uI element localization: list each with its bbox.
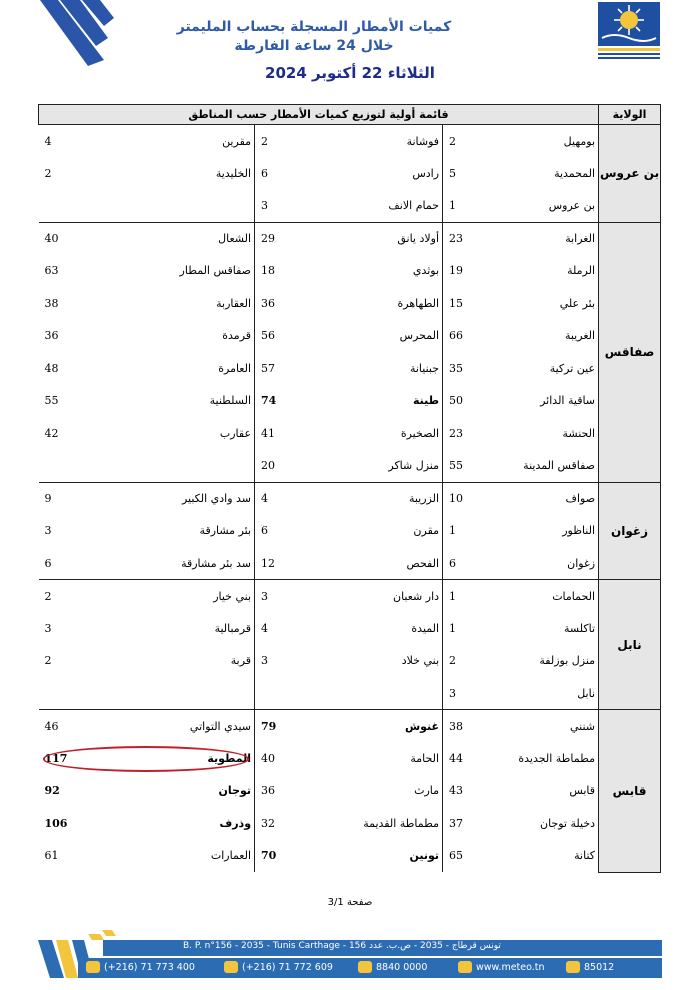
station-name: المحرس bbox=[399, 329, 440, 343]
list-column-header: قائمة أولية لتوزيع كميات الأمطار حسب المناطق bbox=[39, 105, 599, 125]
station-name: قرمدة bbox=[222, 329, 252, 343]
station-name: مطماطة الجديدة bbox=[518, 751, 596, 765]
station-name: الميدة bbox=[411, 621, 440, 635]
station-name: الشعال bbox=[111, 222, 255, 255]
rainfall-value: 61 bbox=[44, 849, 59, 863]
footer-address: B. P. n°156 - 2035 - Tunis Carthage - تونس قرطاج - 2035 - ص.ب. عدد 156 bbox=[183, 941, 501, 951]
rainfall-value: 10 bbox=[443, 482, 487, 515]
station-name: سد وادي الكبير bbox=[111, 482, 255, 515]
station-name: قابس bbox=[569, 784, 596, 798]
station-name: عقارب bbox=[219, 426, 252, 440]
rainfall-value: 32 bbox=[255, 807, 299, 840]
station-name: مطماطة القديمة bbox=[363, 816, 440, 830]
rainfall-value: 37 bbox=[443, 807, 487, 840]
rainfall-value: 36 bbox=[255, 775, 299, 808]
table-row bbox=[39, 515, 661, 548]
table-row bbox=[39, 157, 661, 190]
fax-text: 85012 bbox=[584, 961, 615, 973]
rainfall-value: 1 bbox=[443, 612, 487, 645]
rainfall-value: 23 bbox=[443, 417, 487, 450]
station-name: مارث bbox=[414, 784, 440, 798]
governorate-cell: بن عروس bbox=[599, 125, 661, 223]
table-row bbox=[39, 645, 661, 678]
station-name bbox=[111, 677, 255, 710]
station-name: بئر مشارقة bbox=[199, 524, 252, 538]
station-name: الغريبة bbox=[564, 329, 596, 343]
rainfall-value: 3 bbox=[44, 621, 52, 635]
footer bbox=[38, 928, 662, 978]
phone-2-text: (+216) 71 772 609 bbox=[242, 961, 333, 973]
footer-phone-2 bbox=[224, 961, 333, 973]
station-name: قرمبالية bbox=[214, 621, 252, 635]
rainfall-value: 79 bbox=[255, 710, 299, 743]
rainfall-value: 1 bbox=[443, 190, 487, 223]
station-name: بني خيار bbox=[111, 580, 255, 613]
table-row bbox=[39, 547, 661, 580]
station-name: منزل بوزلفة bbox=[539, 654, 596, 668]
station-name: الحمامات bbox=[487, 580, 599, 613]
rainfall-value: 4 bbox=[255, 482, 299, 515]
rainfall-value bbox=[39, 677, 111, 710]
governorate-column-header: الولاية bbox=[599, 105, 661, 125]
station-name: الناظور bbox=[562, 524, 596, 538]
rainfall-value: 15 bbox=[443, 287, 487, 320]
station-name: دار شعبان bbox=[299, 580, 443, 613]
table-row bbox=[39, 222, 661, 255]
corner-stripes-decoration bbox=[0, 0, 130, 80]
phone-1-text: (+216) 71 773 400 bbox=[104, 961, 195, 973]
station-name: دخيلة توجان bbox=[540, 816, 596, 830]
rainfall-value: 1 bbox=[443, 580, 487, 613]
rainfall-value: 44 bbox=[443, 742, 487, 775]
rainfall-value: 1 bbox=[443, 515, 487, 548]
table-row bbox=[39, 482, 661, 515]
station-name: ساقية الدائر bbox=[540, 394, 596, 408]
rainfall-value: 9 bbox=[39, 482, 111, 515]
rainfall-value: 12 bbox=[255, 547, 299, 580]
rainfall-value: 3 bbox=[44, 524, 52, 538]
station-name: رادس bbox=[412, 166, 440, 180]
table-row bbox=[39, 417, 661, 450]
station-name: العقاربة bbox=[216, 296, 252, 310]
station-name: الحنشة bbox=[562, 426, 596, 440]
station-name: العمارات bbox=[210, 849, 252, 863]
station-name: تاكلسة bbox=[564, 621, 596, 635]
heading-line-2: خلال 24 ساعة الفارطة bbox=[234, 38, 394, 54]
rainfall-value: 106 bbox=[44, 816, 68, 830]
rainfall-value: 6 bbox=[255, 157, 299, 190]
station-name: زغوان bbox=[567, 556, 596, 570]
station-name bbox=[111, 190, 255, 223]
table-row bbox=[39, 190, 661, 223]
table-row bbox=[39, 287, 661, 320]
rainfall-value: 3 bbox=[443, 677, 487, 710]
rainfall-value: 2 bbox=[44, 166, 52, 180]
rainfall-value: 29 bbox=[255, 222, 299, 255]
station-name: مقرين bbox=[111, 125, 255, 158]
station-name: الخليدية bbox=[215, 166, 252, 180]
station-name: المطوية bbox=[207, 751, 252, 765]
rainfall-value: 6 bbox=[255, 515, 299, 548]
rainfall-value: 40 bbox=[255, 742, 299, 775]
station-name: بومهيل bbox=[487, 125, 599, 158]
table-row bbox=[39, 840, 661, 873]
table-row bbox=[39, 612, 661, 645]
rainfall-value: 55 bbox=[44, 394, 59, 408]
mobile-icon bbox=[358, 961, 372, 973]
rainfall-value: 65 bbox=[443, 840, 487, 873]
station-name: العامرة bbox=[218, 361, 252, 375]
rainfall-value bbox=[39, 450, 111, 483]
station-name: حمام الانف bbox=[388, 199, 440, 212]
rainfall-value: 41 bbox=[255, 417, 299, 450]
rainfall-value: 48 bbox=[44, 361, 59, 375]
rainfall-value: 40 bbox=[39, 222, 111, 255]
station-name: صواف bbox=[487, 482, 599, 515]
phone-icon bbox=[86, 961, 100, 973]
station-name: تونين bbox=[409, 849, 440, 863]
station-name: الطهاهرة bbox=[397, 296, 440, 310]
rainfall-value: 3 bbox=[255, 645, 299, 678]
rainfall-value: 70 bbox=[255, 840, 299, 873]
rainfall-value: 63 bbox=[44, 264, 59, 278]
rainfall-value: 66 bbox=[443, 320, 487, 353]
rainfall-value bbox=[255, 677, 299, 710]
table-row bbox=[39, 677, 661, 710]
rainfall-value: 50 bbox=[443, 385, 487, 418]
rainfall-value: 5 bbox=[443, 157, 487, 190]
rainfall-value bbox=[39, 190, 111, 223]
station-name: فوشانة bbox=[299, 125, 443, 158]
table-row bbox=[39, 775, 661, 808]
rainfall-value: 36 bbox=[255, 287, 299, 320]
fax-icon bbox=[224, 961, 238, 973]
station-name: سيدي التواتي bbox=[111, 710, 255, 743]
table-row bbox=[39, 807, 661, 840]
rainfall-value: 20 bbox=[255, 450, 299, 483]
station-name bbox=[111, 450, 255, 483]
footer-phone-1 bbox=[86, 961, 195, 973]
station-name: مقرن bbox=[413, 524, 440, 538]
table-row bbox=[39, 352, 661, 385]
rainfall-value: 56 bbox=[255, 320, 299, 353]
station-name: صفاقس المطار bbox=[179, 264, 252, 278]
rainfall-value: 23 bbox=[443, 222, 487, 255]
highlight-ellipse bbox=[43, 746, 249, 772]
inm-logo bbox=[598, 2, 660, 60]
station-name: قربة bbox=[230, 654, 252, 668]
rainfall-value: 117 bbox=[44, 751, 68, 765]
station-name: السلطنية bbox=[209, 394, 252, 408]
station-name: بوثدي bbox=[412, 264, 440, 278]
station-name: صفاقس المدينة bbox=[523, 459, 596, 472]
page-number: صفحة 3/1 bbox=[327, 897, 373, 908]
globe-icon bbox=[458, 961, 472, 973]
rainfall-value: 36 bbox=[44, 329, 59, 343]
website-text[interactable]: www.meteo.tn bbox=[476, 961, 545, 973]
station-name: المحمدية bbox=[554, 166, 596, 180]
governorate-cell: زغوان bbox=[599, 482, 661, 580]
station-name: وذرف bbox=[219, 816, 252, 830]
table-header-row bbox=[39, 105, 661, 125]
station-name bbox=[299, 677, 443, 710]
rainfall-value: 6 bbox=[44, 556, 52, 570]
station-name: الغرابة bbox=[487, 222, 599, 255]
station-name: بني خلاد bbox=[401, 654, 440, 668]
governorate-cell: قابس bbox=[599, 710, 661, 873]
station-name: بن عروس bbox=[548, 199, 596, 212]
station-name: غنوش bbox=[299, 710, 443, 743]
page-heading bbox=[150, 18, 478, 56]
station-name: بئر علي bbox=[559, 296, 596, 310]
rainfall-value: 42 bbox=[44, 426, 59, 440]
station-name: الحامة bbox=[410, 751, 440, 765]
rainfall-value: 3 bbox=[255, 580, 299, 613]
footer-fax bbox=[566, 961, 614, 973]
mailbox-icon bbox=[566, 961, 580, 973]
footer-phone-3 bbox=[358, 961, 427, 973]
station-name: أولاد يانق bbox=[299, 222, 443, 255]
station-name: الزريبة bbox=[299, 482, 443, 515]
rainfall-value: 2 bbox=[443, 645, 487, 678]
rainfall-value: 57 bbox=[255, 352, 299, 385]
report-date: الثلاثاء 22 أكتوبر 2024 bbox=[265, 64, 435, 82]
station-name: جبنيانة bbox=[409, 361, 440, 375]
governorate-cell: نابل bbox=[599, 580, 661, 710]
station-name: الصخيرة bbox=[400, 426, 440, 440]
rainfall-value: 19 bbox=[443, 255, 487, 288]
table-row bbox=[39, 125, 661, 158]
rainfall-value: 4 bbox=[255, 612, 299, 645]
rainfall-value: 38 bbox=[44, 296, 59, 310]
rainfall-value: 2 bbox=[255, 125, 299, 158]
rainfall-value: 46 bbox=[39, 710, 111, 743]
rainfall-value: 38 bbox=[443, 710, 487, 743]
station-name: شنني bbox=[487, 710, 599, 743]
rainfall-value: 4 bbox=[39, 125, 111, 158]
rainfall-value: 3 bbox=[255, 190, 299, 223]
table-row bbox=[39, 255, 661, 288]
rainfall-value: 2 bbox=[39, 580, 111, 613]
rainfall-value: 43 bbox=[443, 775, 487, 808]
rainfall-value: 74 bbox=[255, 385, 299, 418]
governorate-cell: صفاقس bbox=[599, 222, 661, 482]
station-name: الفحص bbox=[406, 556, 440, 570]
rainfall-value: 92 bbox=[44, 784, 60, 798]
station-name: كتانة bbox=[574, 849, 596, 863]
rainfall-value: 18 bbox=[255, 255, 299, 288]
table-row bbox=[39, 450, 661, 483]
station-name: توجان bbox=[218, 784, 252, 798]
phone-3-text: 8840 0000 bbox=[376, 961, 428, 973]
station-name: طينة bbox=[413, 394, 440, 408]
station-name: نابل bbox=[577, 686, 596, 700]
table-row bbox=[39, 710, 661, 743]
heading-line-1: كميات الأمطار المسجلة بحساب المليمتر bbox=[176, 19, 452, 35]
footer-website[interactable] bbox=[458, 961, 545, 973]
station-name: الرملة bbox=[567, 264, 596, 278]
rainfall-value: 6 bbox=[443, 547, 487, 580]
rainfall-value: 35 bbox=[443, 352, 487, 385]
table-row bbox=[39, 580, 661, 613]
station-name: سد بئر مشارقة bbox=[181, 556, 252, 570]
rainfall-value: 2 bbox=[44, 654, 52, 668]
station-name: عين تركية bbox=[549, 361, 596, 375]
rainfall-value: 55 bbox=[443, 450, 487, 483]
station-name: منزل شاكر bbox=[388, 459, 440, 472]
rainfall-value: 2 bbox=[443, 125, 487, 158]
table-row bbox=[39, 385, 661, 418]
table-row bbox=[39, 320, 661, 353]
